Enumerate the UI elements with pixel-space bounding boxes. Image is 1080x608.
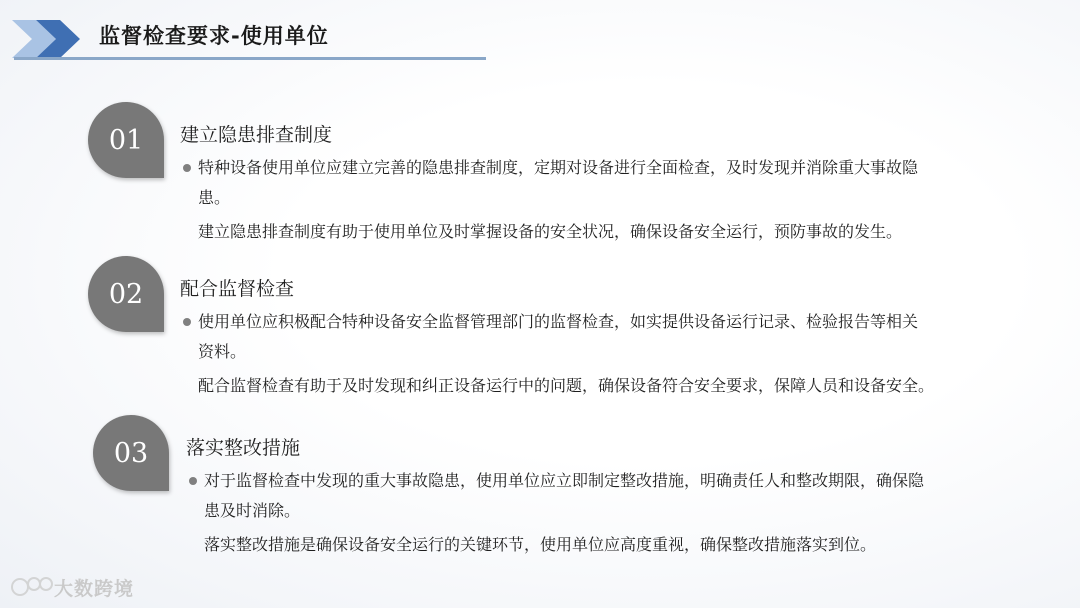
section-body: [204, 466, 1024, 560]
body-line: 使用单位应积极配合特种设备安全监督管理部门的监督检查，如实提供设备运行记录、检验报告等相关: [198, 312, 919, 331]
section-title: 落实整改措施: [186, 437, 301, 459]
section-title: 配合监督检查: [180, 278, 295, 300]
section-number-badge: 01: [88, 102, 164, 178]
chevron-decoration-icon: [10, 16, 90, 62]
body-line: 配合监督检查有助于及时发现和纠正设备运行中的问题，确保设备符合安全要求，保障人员和设备安全。: [198, 376, 935, 395]
body-line: 患及时消除。: [204, 501, 301, 520]
body-line: 资料。: [198, 342, 247, 361]
watermark-text: 大数跨境: [54, 578, 135, 600]
bullet-dot-icon: [183, 318, 191, 326]
body-line: 建立隐患排查制度有助于使用单位及时掌握设备的安全状况，确保设备安全运行，预防事故的发生。: [198, 222, 903, 241]
title-underline: [14, 57, 486, 60]
body-line: 患。: [198, 188, 231, 207]
body-line: 特种设备使用单位应建立完善的隐患排查制度，定期对设备进行全面检查，及时发现并消除重大事故隐: [198, 158, 919, 177]
section-body: [198, 153, 1018, 247]
section-number-badge: 03: [93, 415, 169, 491]
bullet-dot-icon: [189, 477, 197, 485]
body-line: 落实整改措施是确保设备安全运行的关键环节，使用单位应高度重视，确保整改措施落实到位。: [204, 535, 877, 554]
bullet-dot-icon: [183, 164, 191, 172]
section-body: [198, 307, 1018, 401]
section-title: 建立隐患排查制度: [180, 124, 333, 146]
page-title: 监督检查要求-使用单位: [99, 24, 329, 48]
section-number-badge: 02: [88, 256, 164, 332]
body-line: 对于监督检查中发现的重大事故隐患，使用单位应立即制定整改措施，明确责任人和整改期限，确保隐: [204, 471, 925, 490]
